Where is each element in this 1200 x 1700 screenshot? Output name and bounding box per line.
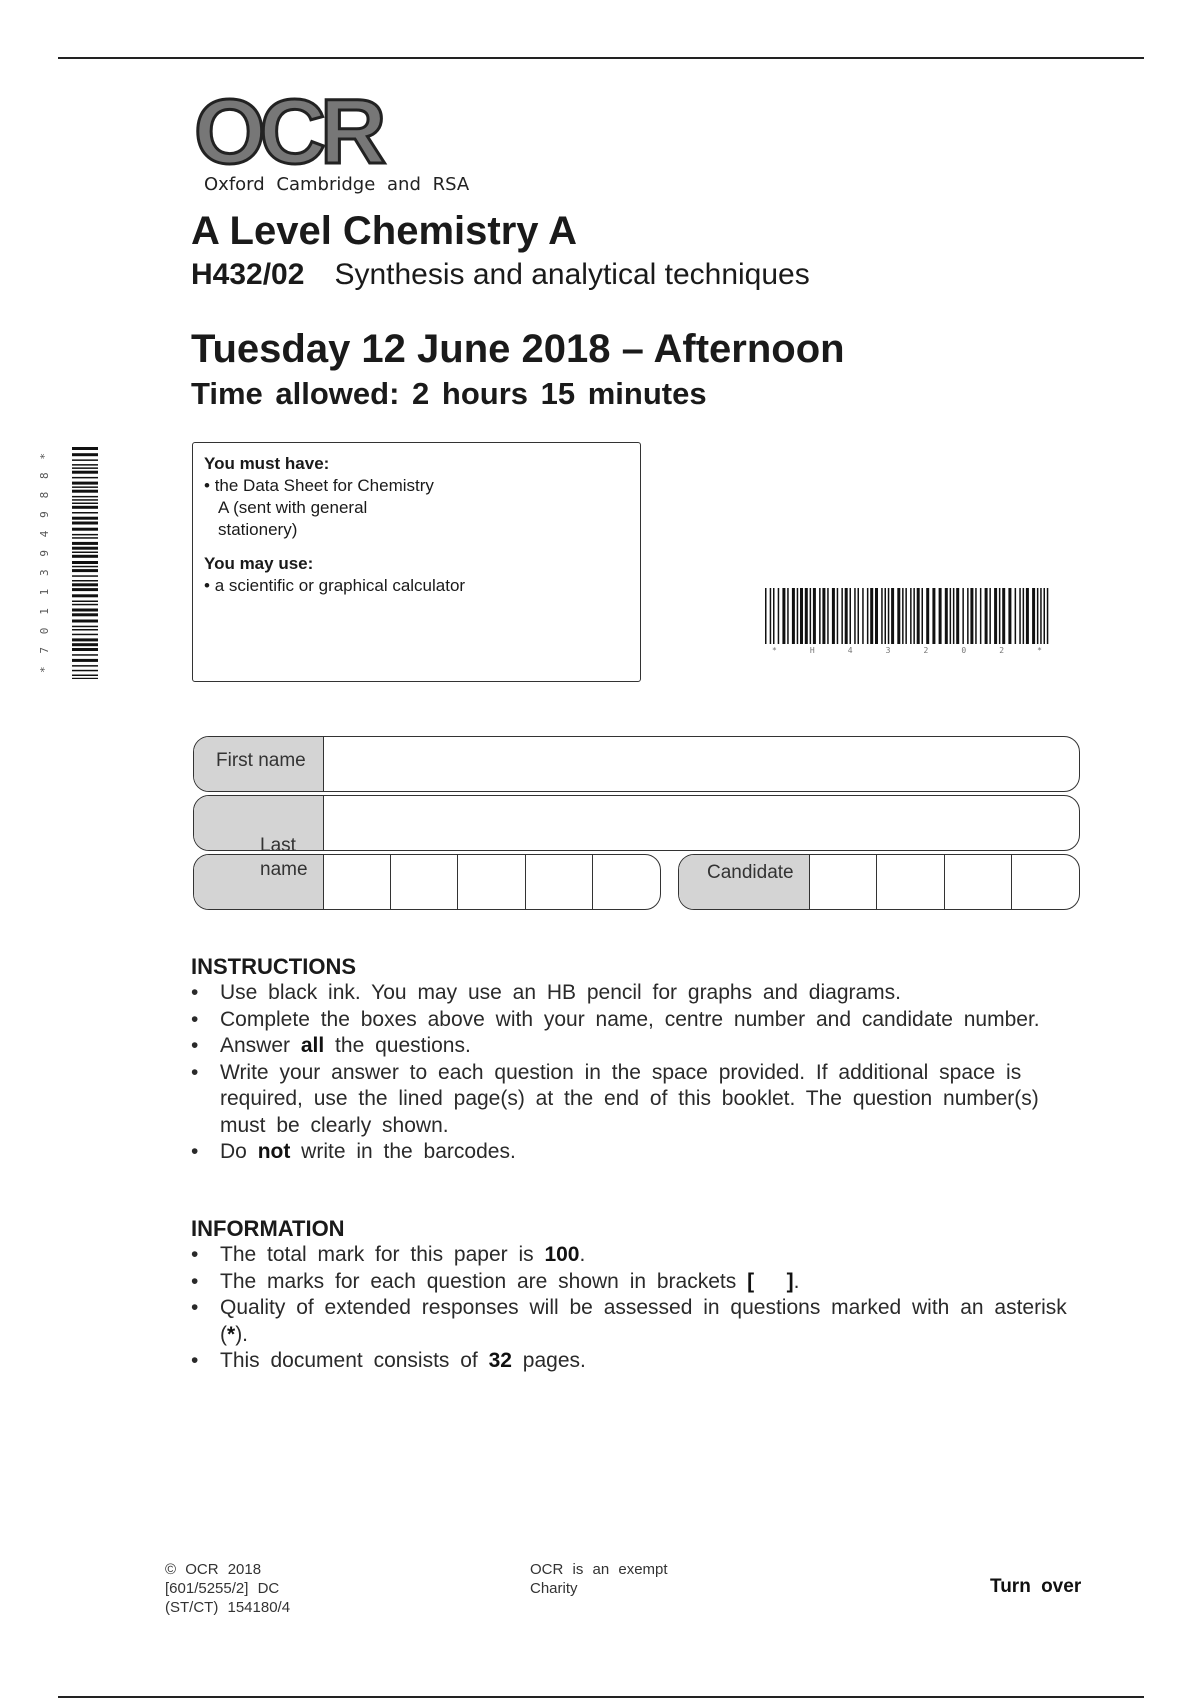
barcode-bar [72,503,98,505]
requirements-box [192,442,641,682]
barcode-bar [1026,588,1029,644]
digit-cell[interactable] [593,855,660,909]
copyright-text: © OCR 2018 [165,1561,262,1578]
information-item: • This document consists of 32 pages. [191,1348,1071,1375]
barcode-bar [765,588,767,644]
may-use-list [204,575,629,597]
turn-over: Turn over [990,1576,1082,1597]
first-name-label: First name [194,737,324,791]
barcode-bar [72,629,98,631]
barcode-bar [1002,588,1005,644]
vertical-barcode-text: *7011394988* [38,453,51,673]
instructions-heading: INSTRUCTIONS [191,954,356,979]
barcode-bar [837,588,839,644]
barcode-bar [72,499,98,501]
barcode-bar [805,588,808,644]
barcode-bar [850,588,852,644]
barcode-bar [72,453,98,456]
barcode-bar [888,588,890,644]
bottom-rule [58,1696,1144,1698]
exam-date: Tuesday 12 June 2018 – Afternoon [191,327,845,371]
barcode-bar [862,588,864,644]
charity-line-2: Charity [530,1580,578,1597]
barcode-bar [1037,588,1039,644]
barcode-bar [967,588,969,644]
digit-cell[interactable] [1012,855,1079,909]
digit-cell[interactable] [391,855,458,909]
instruction-item: • Do not write in the barcodes. [191,1139,1071,1166]
barcode-bar [72,566,98,568]
barcode-bar [962,588,964,644]
candidate-number-label: Candidate [679,855,810,909]
information-item: • The marks for each question are shown in brackets [ ]. [191,1269,1071,1296]
time-allowed: Time allowed: 2 hours 15 minutes [191,376,707,411]
footer-charity [530,1560,710,1598]
barcode-bar [810,588,812,644]
digit-cell[interactable] [324,855,391,909]
top-rule [58,57,1144,59]
barcode-bar [885,588,887,644]
charity-line-1: OCR is an exempt [530,1561,668,1578]
barcode-bar [1015,588,1017,644]
barcode-bar [905,588,907,644]
barcode-bar [72,654,98,656]
digit-cell[interactable] [810,855,877,909]
barcode-bar [881,588,883,644]
barcode-bar [72,670,98,672]
logo-wordmark: OCR [194,81,381,183]
digit-cell[interactable] [526,855,593,909]
barcode-bar [72,534,98,536]
barcode-bar [989,588,991,644]
must-have-item: • the Data Sheet for Chemistry A (sent with general stationery) [204,476,434,539]
vertical-barcode-digits [38,447,52,679]
first-name-box[interactable] [193,736,1080,792]
barcode-bar [72,580,98,582]
barcode-bar [956,588,959,644]
barcode-bar [72,496,98,498]
digit-cell[interactable] [877,855,944,909]
horizontal-barcode [765,588,1049,644]
barcode-bar [72,626,98,628]
barcode-bar [72,517,98,520]
barcode-bar [72,620,98,623]
barcode-bar [72,471,98,474]
barcode-bar [72,575,98,577]
information-list [191,1242,1071,1375]
barcode-bar [832,588,835,644]
barcode-bar [72,506,98,509]
instruction-item: • Answer all the questions. [191,1033,1071,1060]
barcode-bar [950,588,952,644]
barcode-bar [932,588,935,644]
barcode-bar [72,482,98,485]
barcode-bar [72,659,98,662]
barcode-bar [902,588,904,644]
barcode-bar [891,588,894,644]
horizontal-barcode-digits [765,644,1049,654]
barcode-bar [945,588,948,644]
barcode-bar [1019,588,1021,644]
instruction-item: • Write your answer to each question in the space provided. If additional space is required, use the lined page(s) at the end of this booklet. The question number(s) must be clearly shown. [191,1060,1071,1140]
footer-ref-1: [601/5255/2] DC [165,1580,280,1597]
barcode-bar [819,588,821,644]
barcode-bar [72,537,98,539]
barcode-bar [845,588,848,644]
barcode-bar [72,528,98,531]
barcode-bar [72,609,98,612]
barcode-bar [72,665,98,667]
barcode-bar [913,588,915,644]
barcode-bar [72,547,98,550]
barcode-bar [773,588,775,644]
barcode-bar [792,588,795,644]
footer-copyright [165,1560,290,1617]
barcode-bar [1044,588,1046,644]
instruction-item: • Use black ink. You may use an HB pencil for graphs and diagrams. [191,980,1071,1007]
digit-cell[interactable] [945,855,1012,909]
logo-subtitle: Oxford Cambridge and RSA [204,174,470,195]
barcode-bar [72,490,98,493]
footer-ref-2: (ST/CT) 154180/4 [165,1599,291,1616]
paper-code: H432/02 [191,258,305,291]
must-have-heading: You must have: [204,454,330,473]
barcode-bar [72,447,98,450]
centre-number-cells [324,855,660,909]
barcode-bar [953,588,955,644]
barcode-bar [827,588,829,644]
barcode-bar [770,588,772,644]
barcode-bar [1047,588,1049,644]
barcode-bar [813,588,816,644]
barcode-bar [922,588,924,644]
instruction-item: • Complete the boxes above with your name, centre number and candidate number. [191,1007,1071,1034]
instructions-section [191,954,1071,1166]
barcode-bar [1040,588,1042,644]
barcode-bar [985,588,988,644]
barcode-bar [72,542,98,545]
barcode-bar [72,613,98,616]
barcode-bar [822,588,825,644]
barcode-bar [910,588,912,644]
may-use-heading: You may use: [204,554,314,573]
last-name-box[interactable] [193,795,1080,851]
information-section [191,1216,1071,1375]
candidate-number-cells [810,855,1079,909]
barcode-bar [939,588,942,644]
barcode-bar [72,552,98,554]
barcode-bar [72,648,98,651]
barcode-bar [778,588,780,644]
instructions-list [191,980,1071,1166]
barcode-bar [72,604,98,606]
barcode-bar [926,588,929,644]
barcode-bar [970,588,973,644]
barcode-bar [854,588,856,644]
information-heading: INFORMATION [191,1216,345,1241]
barcode-bar [841,588,843,644]
barcode-bar [72,561,98,564]
barcode-bar [72,522,98,525]
vertical-barcode [72,447,98,679]
barcode-bar [72,464,98,466]
barcode-bar [787,588,789,644]
barcode-bar [72,512,98,514]
barcode-bar [72,583,98,586]
barcode-bar [782,588,785,644]
barcode-bar [72,459,98,461]
candidate-number-box[interactable] [678,854,1080,910]
barcode-bar [797,588,799,644]
barcode-bar [999,588,1001,644]
barcode-bar [994,588,997,644]
barcode-bar [917,588,920,644]
barcode-bar [72,588,98,591]
barcode-bar [72,678,98,679]
barcode-bar [72,675,98,677]
barcode-bar [975,588,977,644]
barcode-bar [72,643,98,646]
barcode-bar [858,588,860,644]
may-use-item: • a scientific or graphical calculator [204,576,466,595]
barcode-bar [72,634,98,636]
qualification-title: A Level Chemistry A [191,209,578,253]
paper-code-line [191,258,810,292]
barcode-bar [72,594,98,597]
information-item: • Quality of extended responses will be assessed in questions marked with an asterisk (*). [191,1295,1071,1348]
barcode-bar [1008,588,1011,644]
barcode-bar [800,588,803,644]
ocr-logo [194,81,470,195]
barcode-bar [867,588,869,644]
barcode-bar [980,588,982,644]
barcode-bar [72,467,98,469]
barcode-bar [870,588,873,644]
barcode-bar [72,569,98,572]
horizontal-barcode-text: * H 4 3 2 0 2 * [772,646,1042,654]
barcode-bar [897,588,900,644]
barcode-bar [72,486,98,488]
barcode-bar [72,601,98,603]
information-item: • The total mark for this paper is 100. [191,1242,1071,1269]
barcode-bar [72,638,98,641]
barcode-bar [1023,588,1025,644]
digit-cell[interactable] [458,855,525,909]
paper-title: Synthesis and analytical techniques [334,258,810,291]
must-have-list [204,475,629,541]
last-name-label: Last name [260,835,308,880]
barcode-bar [1032,588,1035,644]
barcode-bar [72,477,98,479]
barcode-bar [875,588,878,644]
barcode-bar [72,555,98,558]
